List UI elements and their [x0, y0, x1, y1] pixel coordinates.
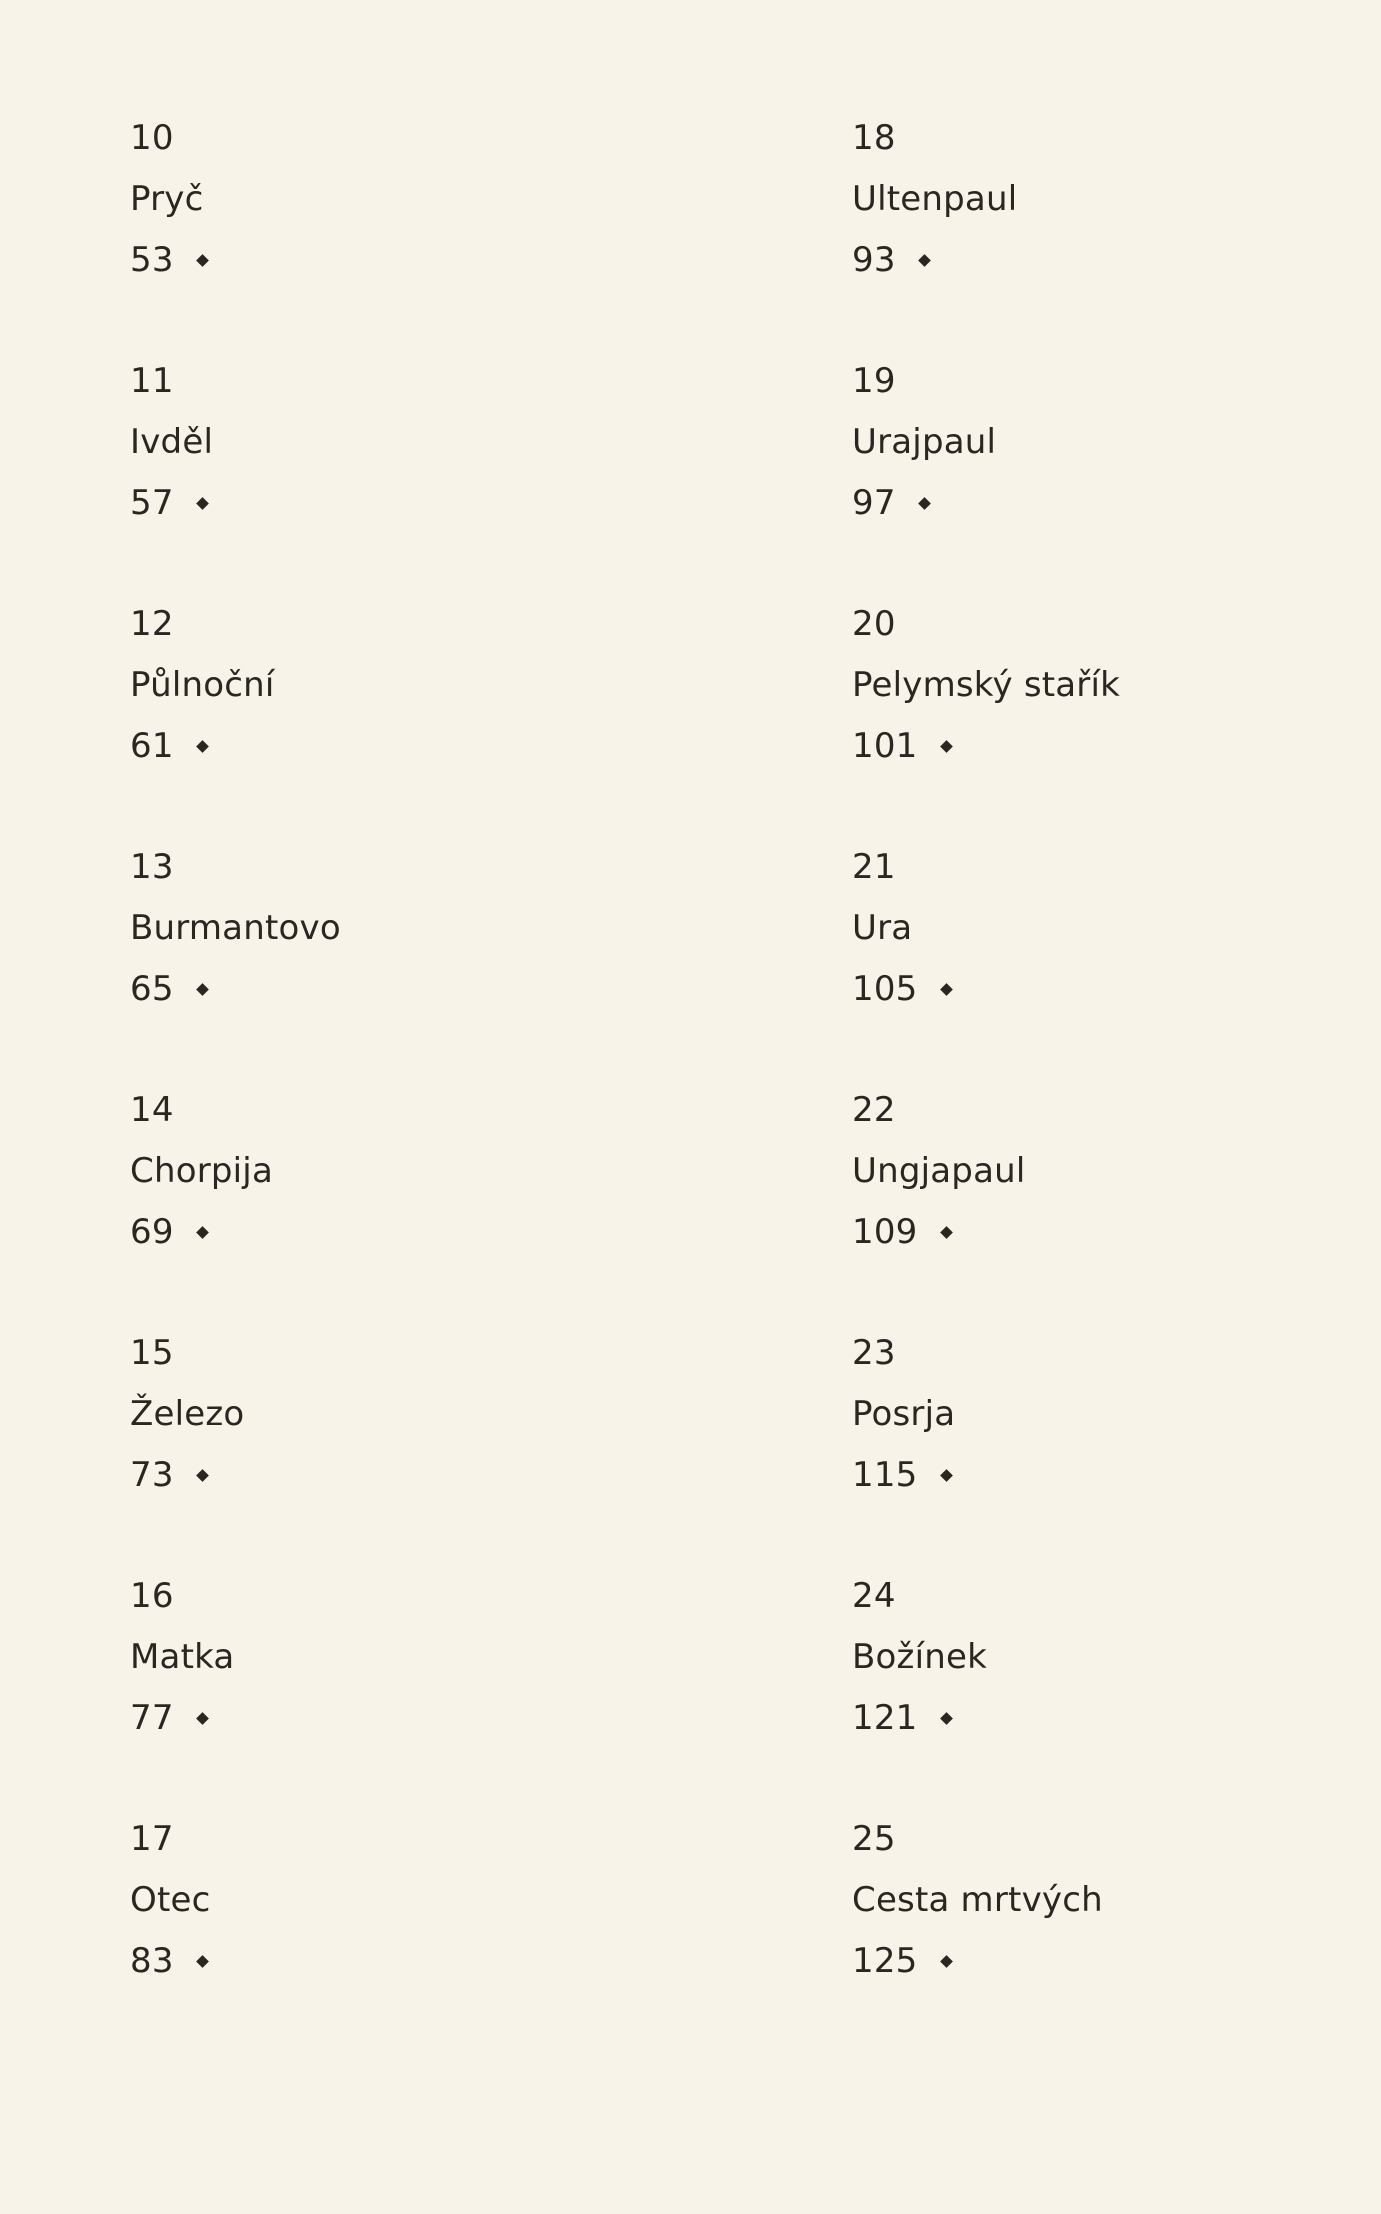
chapter-number: 15 — [130, 1333, 174, 1373]
toc-entry — [852, 351, 1120, 594]
chapter-page-row — [852, 1931, 1120, 1992]
diamond-bullet-icon — [196, 1712, 209, 1725]
chapter-page: 125 — [852, 1941, 918, 1981]
chapter-number: 17 — [130, 1819, 174, 1859]
chapter-number: 16 — [130, 1576, 174, 1616]
diamond-bullet-icon — [940, 1226, 953, 1239]
toc-entry — [852, 1566, 1120, 1809]
chapter-title: Ultenpaul — [852, 179, 1018, 219]
chapter-number: 11 — [130, 361, 174, 401]
toc-entry — [852, 837, 1120, 1080]
diamond-bullet-icon — [940, 983, 953, 996]
chapter-title: Půlnoční — [130, 665, 275, 705]
chapter-page: 77 — [130, 1698, 174, 1738]
chapter-title: Urajpaul — [852, 422, 997, 462]
chapter-page-row — [852, 1445, 1120, 1506]
chapter-page: 109 — [852, 1212, 918, 1252]
diamond-bullet-icon — [940, 1955, 953, 1968]
chapter-page-row — [852, 959, 1120, 1020]
chapter-number: 13 — [130, 847, 174, 887]
diamond-bullet-icon — [196, 497, 209, 510]
chapter-number: 10 — [130, 118, 174, 158]
chapter-title: Ivděl — [130, 422, 214, 462]
toc-entry — [852, 1080, 1120, 1323]
chapter-page-row — [130, 959, 341, 1020]
chapter-page: 65 — [130, 969, 174, 1009]
toc-entry — [852, 1323, 1120, 1566]
chapter-title: Cesta mrtvých — [852, 1880, 1103, 1920]
diamond-bullet-icon — [940, 1469, 953, 1482]
chapter-page: 105 — [852, 969, 918, 1009]
chapter-page: 93 — [852, 240, 896, 280]
chapter-number: 24 — [852, 1576, 896, 1616]
diamond-bullet-icon — [196, 740, 209, 753]
chapter-title: Božínek — [852, 1637, 987, 1677]
chapter-page-row — [852, 1688, 1120, 1749]
toc-entry — [130, 351, 341, 594]
chapter-page-row — [852, 230, 1120, 291]
toc-entry — [852, 1809, 1120, 2052]
chapter-number: 23 — [852, 1333, 896, 1373]
chapter-page: 121 — [852, 1698, 918, 1738]
chapter-page-row — [852, 473, 1120, 534]
toc-left-column — [130, 108, 341, 2052]
chapter-title: Ura — [852, 908, 913, 948]
diamond-bullet-icon — [196, 1226, 209, 1239]
diamond-bullet-icon — [918, 254, 931, 267]
chapter-page-row — [130, 1688, 341, 1749]
chapter-page-row — [130, 1445, 341, 1506]
chapter-title: Chorpija — [130, 1151, 273, 1191]
diamond-bullet-icon — [196, 254, 209, 267]
chapter-number: 22 — [852, 1090, 896, 1130]
chapter-page-row — [130, 230, 341, 291]
chapter-title: Pryč — [130, 179, 204, 219]
diamond-bullet-icon — [196, 1469, 209, 1482]
chapter-title: Pelymský stařík — [852, 665, 1121, 705]
toc-entry — [130, 108, 341, 351]
diamond-bullet-icon — [940, 1712, 953, 1725]
chapter-number: 19 — [852, 361, 896, 401]
toc-entry — [130, 1080, 341, 1323]
toc-entry — [130, 1809, 341, 2052]
chapter-page-row — [130, 473, 341, 534]
chapter-page: 83 — [130, 1941, 174, 1981]
chapter-page-row — [130, 1931, 341, 1992]
chapter-number: 25 — [852, 1819, 896, 1859]
diamond-bullet-icon — [196, 983, 209, 996]
chapter-title: Ungjapaul — [852, 1151, 1026, 1191]
chapter-number: 21 — [852, 847, 896, 887]
chapter-page: 61 — [130, 726, 174, 766]
diamond-bullet-icon — [918, 497, 931, 510]
chapter-title: Matka — [130, 1637, 235, 1677]
chapter-number: 18 — [852, 118, 896, 158]
diamond-bullet-icon — [940, 740, 953, 753]
chapter-title: Otec — [130, 1880, 211, 1920]
chapter-page: 73 — [130, 1455, 174, 1495]
toc-right-column — [852, 108, 1120, 2052]
chapter-title: Posrja — [852, 1394, 956, 1434]
chapter-page: 97 — [852, 483, 896, 523]
chapter-page: 115 — [852, 1455, 918, 1495]
toc-entry — [130, 1323, 341, 1566]
toc-entry — [130, 594, 341, 837]
chapter-number: 12 — [130, 604, 174, 644]
chapter-title: Burmantovo — [130, 908, 341, 948]
chapter-page: 53 — [130, 240, 174, 280]
toc-entry — [852, 108, 1120, 351]
chapter-page: 69 — [130, 1212, 174, 1252]
toc-entry — [130, 837, 341, 1080]
diamond-bullet-icon — [196, 1955, 209, 1968]
chapter-page: 101 — [852, 726, 918, 766]
chapter-number: 20 — [852, 604, 896, 644]
toc-entry — [852, 594, 1120, 837]
chapter-page: 57 — [130, 483, 174, 523]
chapter-page-row — [130, 716, 341, 777]
toc-entry — [130, 1566, 341, 1809]
chapter-page-row — [852, 716, 1120, 777]
chapter-page-row — [852, 1202, 1120, 1263]
chapter-page-row — [130, 1202, 341, 1263]
chapter-number: 14 — [130, 1090, 174, 1130]
chapter-title: Železo — [130, 1394, 245, 1434]
